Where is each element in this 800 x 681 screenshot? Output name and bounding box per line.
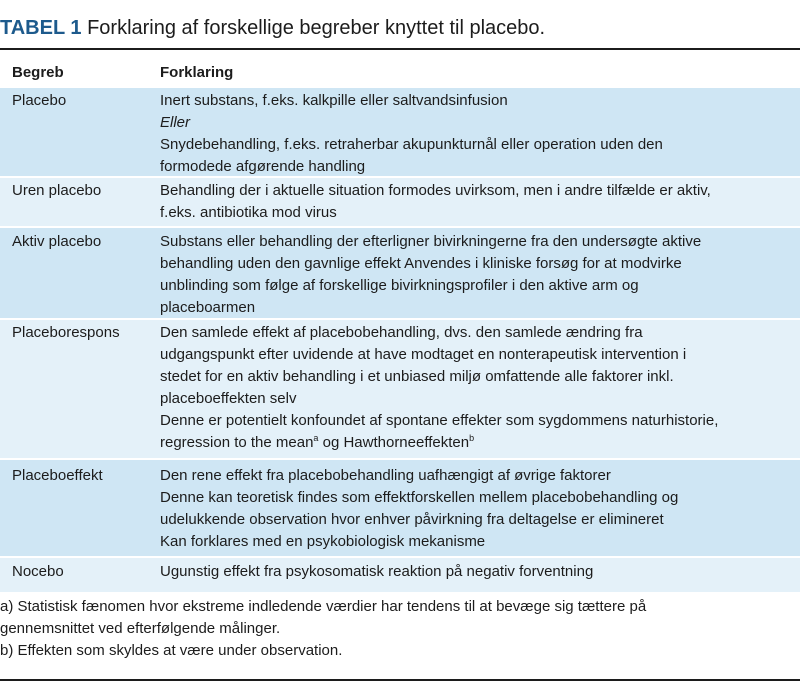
table-caption-label: TABEL 1 [0, 17, 82, 39]
table-header [0, 50, 800, 88]
footnote-marker-b: b [469, 433, 475, 443]
table-caption-text: Forklaring af forskellige begreber knyttet til placebo. [87, 17, 546, 39]
table-row-nocebo [0, 558, 800, 592]
explanation-line: behandling uden den gavnlige effekt Anvendes i kliniske forsøg for at modvirke [160, 255, 682, 272]
header-begreb: Begreb [12, 64, 64, 81]
table-row-aktiv-placebo [0, 228, 800, 320]
explanation-line: udelukkende observation hvor enhver påvirkning fra deltagelse er elimineret [160, 511, 664, 528]
explanation-line: Denne kan teoretisk findes som effektforskellen mellem placebobehandling og [160, 489, 679, 506]
explanation-line: placeboarmen [160, 299, 256, 316]
footnote-line: a) Statistisk fænomen hvor ekstreme indledende værdier har tendens til at bevæge sig tættere på [0, 598, 647, 615]
term-cell: Aktiv placebo [12, 233, 102, 250]
explanation-line: Den samlede effekt af placebobehandling, dvs. den samlede ændring fra [160, 324, 643, 341]
table-caption [0, 14, 800, 42]
explanation-cell [160, 90, 800, 176]
table-body [0, 88, 800, 592]
explanation-line: Eller [160, 114, 191, 131]
table-row-placeboeffekt [0, 460, 800, 558]
explanation-line: udgangspunkt efter uvidende at have modtaget en nonterapeutisk intervention i [160, 346, 687, 363]
term-cell: Uren placebo [12, 182, 102, 199]
footnote-marker-a: a [313, 433, 319, 443]
explanation-line: f.eks. antibiotika mod virus [160, 204, 337, 221]
explanation-line: Snydebehandling, f.eks. retraherbar akupunkturnål eller operation uden den [160, 136, 663, 153]
explanation-line [160, 432, 794, 454]
header-forklaring: Forklaring [160, 64, 234, 81]
explanation-line: Behandling der i aktuelle situation formodes uvirksom, men i andre tilfælde er aktiv, [160, 182, 711, 199]
term-cell: Placeborespons [12, 324, 120, 341]
term-cell: Nocebo [12, 563, 64, 580]
table-footnotes [0, 596, 800, 662]
footnote-line: gennemsnittet ved efterfølgende målinger. [0, 620, 281, 637]
explanation-cell [160, 231, 800, 318]
table-row-uren-placebo [0, 178, 800, 228]
explanation-line: unblinding som følge af forskellige bivirkningsprofiler i den aktive arm og [160, 277, 639, 294]
table-row-placeborespons [0, 320, 800, 460]
explanation-line: Substans eller behandling der efterligner bivirkningerne fra den undersøgte aktive [160, 233, 702, 250]
explanation-line: Denne er potentielt konfoundet af spontane effekter som sygdommens naturhistorie, [160, 412, 719, 429]
term-cell: Placebo [12, 92, 67, 109]
explanation-cell [160, 561, 800, 592]
explanation-line: Ugunstig effekt fra psykosomatisk reaktion på negativ forventning [160, 563, 594, 580]
explanation-line: Inert substans, f.eks. kalkpille eller saltvandsinfusion [160, 92, 508, 109]
explanation-line: Kan forklares med en psykobiologisk mekanisme [160, 533, 486, 550]
explanation-cell [160, 180, 800, 226]
explanation-cell [160, 322, 800, 458]
explanation-line: placeboeffekten selv [160, 390, 297, 407]
explanation-cell [160, 465, 800, 556]
explanation-line: stedet for en aktiv behandling i et unbiased miljø omfattende alle faktorer inkl. [160, 368, 674, 385]
term-cell: Placeboeffekt [12, 467, 103, 484]
table-row-placebo [0, 88, 800, 178]
explanation-line: Den rene effekt fra placebobehandling uafhængigt af øvrige faktorer [160, 467, 611, 484]
explanation-text: regression to the mean [160, 434, 314, 451]
footnote-line: b) Effekten som skyldes at være under observation. [0, 642, 343, 659]
explanation-line: formodede afgørende handling [160, 158, 366, 175]
explanation-text: og Hawthorneeffekten [318, 434, 470, 451]
